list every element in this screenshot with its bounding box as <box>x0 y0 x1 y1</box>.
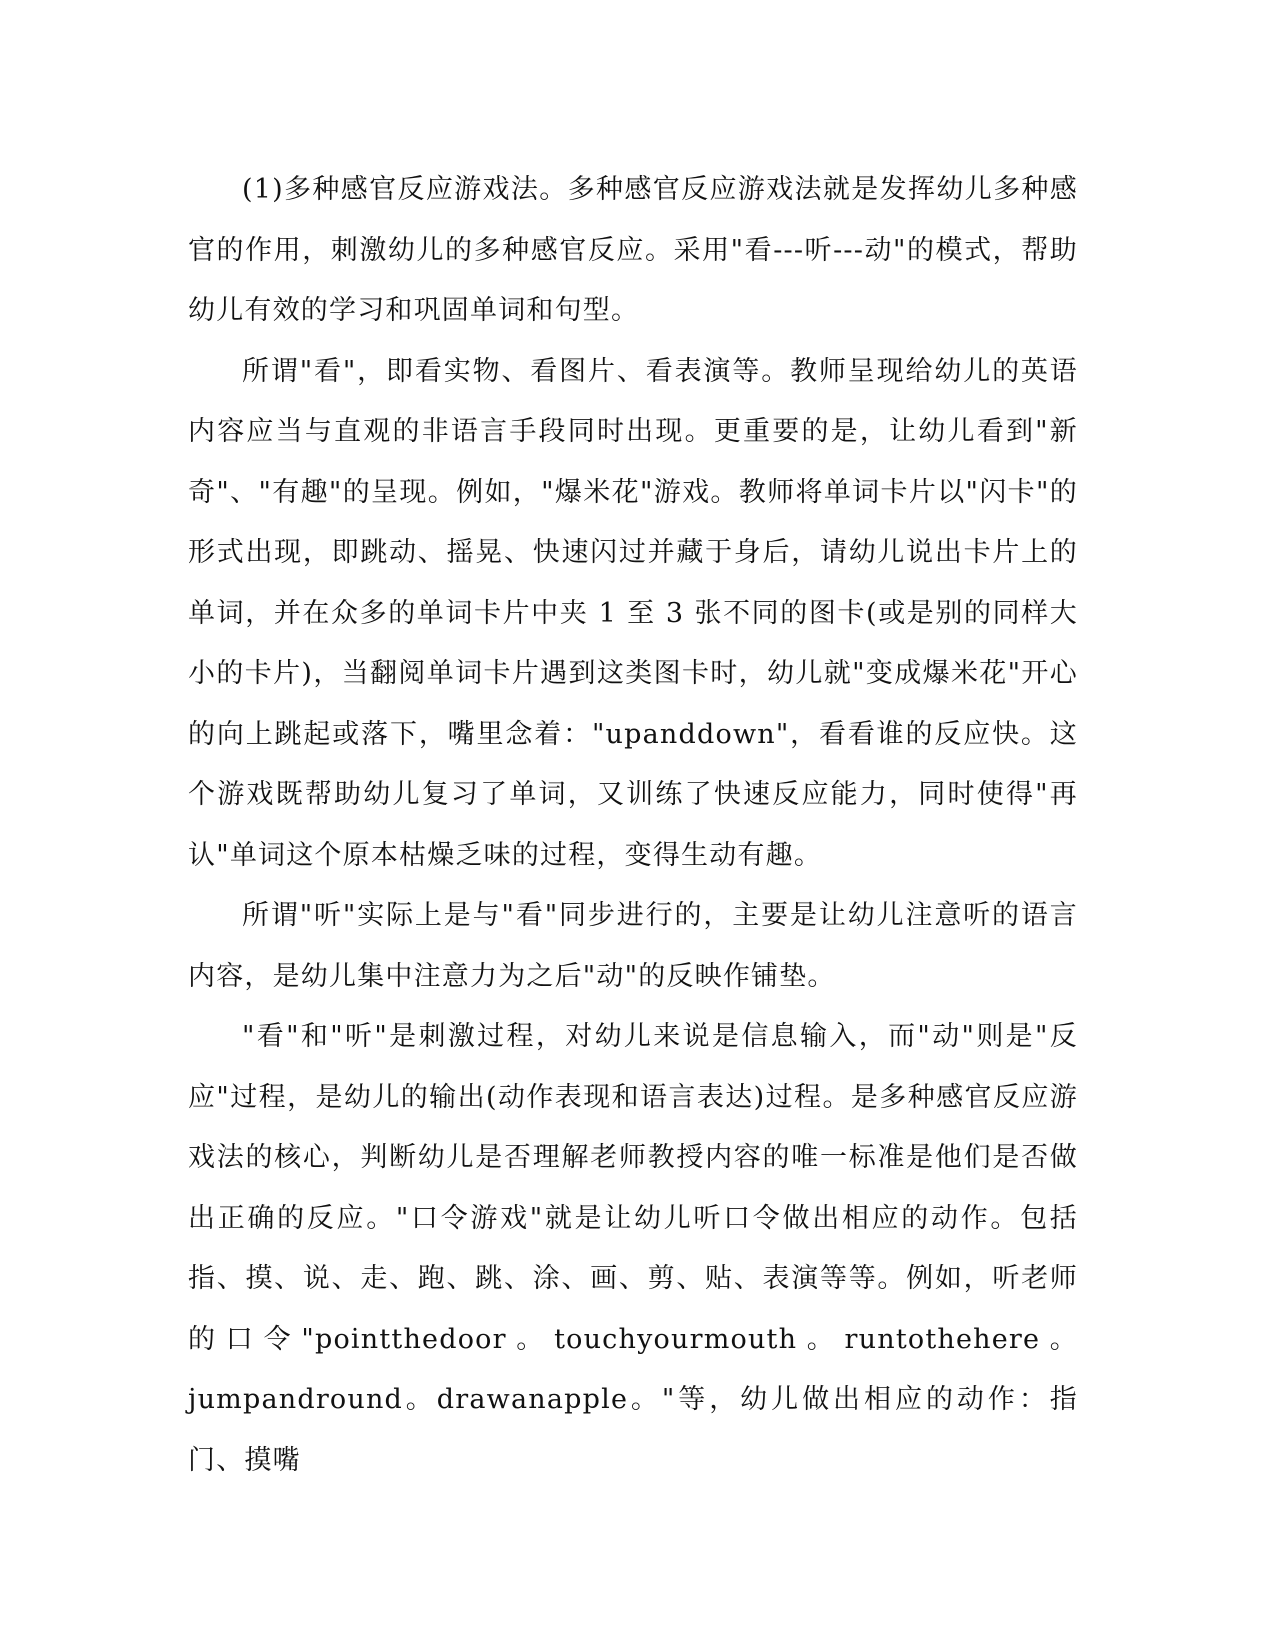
paragraph-listen: 所谓"听"实际上是与"看"同步进行的，主要是让幼儿注意听的语言内容，是幼儿集中注意力为之后"动"的反映作铺垫。 <box>188 900 1078 992</box>
paragraph-look: 所谓"看"，即看实物、看图片、看表演等。教师呈现给幼儿的英语内容应当与直观的非语言手段同时出现。更重要的是，让幼儿看到"新奇"、"有趣"的呈现。例如，"爆米花"游戏。教师将单词卡片以"闪卡"的形式出现，即跳动、摇晃、快速闪过并藏于身后，请幼儿说出卡片上的单词，并在众多的单词卡片中夹 1 至 3 张不同的图卡(或是别的同样大小的卡片)，当翻阅单词卡片遇到这类图卡时，幼儿就"变成爆米花"开心的向上跳起或落下，嘴里念着："upanddown"，看看谁的反应快。这个游戏既帮助幼儿复习了单词，又训练了快速反应能力，同时使得"再认"单词这个原本枯燥乏味的过程，变得生动有趣。 <box>188 355 1078 871</box>
paragraph-multisensory-method: (1)多种感官反应游戏法。多种感官反应游戏法就是发挥幼儿多种感官的作用，刺激幼儿的多种感官反应。采用"看---听---动"的模式，帮助幼儿有效的学习和巩固单词和句型。 <box>188 174 1078 326</box>
document-body <box>188 160 1078 1491</box>
paragraph-move: "看"和"听"是刺激过程，对幼儿来说是信息输入，而"动"则是"反应"过程，是幼儿的输出(动作表现和语言表达)过程。是多种感官反应游戏法的核心，判断幼儿是否理解老师教授内容的唯一标准是他们是否做出正确的反应。"口令游戏"就是让幼儿听口令做出相应的动作。包括指、摸、说、走、跑、跳、涂、画、剪、贴、表演等等。例如，听老师的口令"pointthedoor。touchyourmouth。runtothehere。jumpandround。drawanapple。"等，幼儿做出相应的动作：指门、摸嘴 <box>188 1021 1078 1476</box>
